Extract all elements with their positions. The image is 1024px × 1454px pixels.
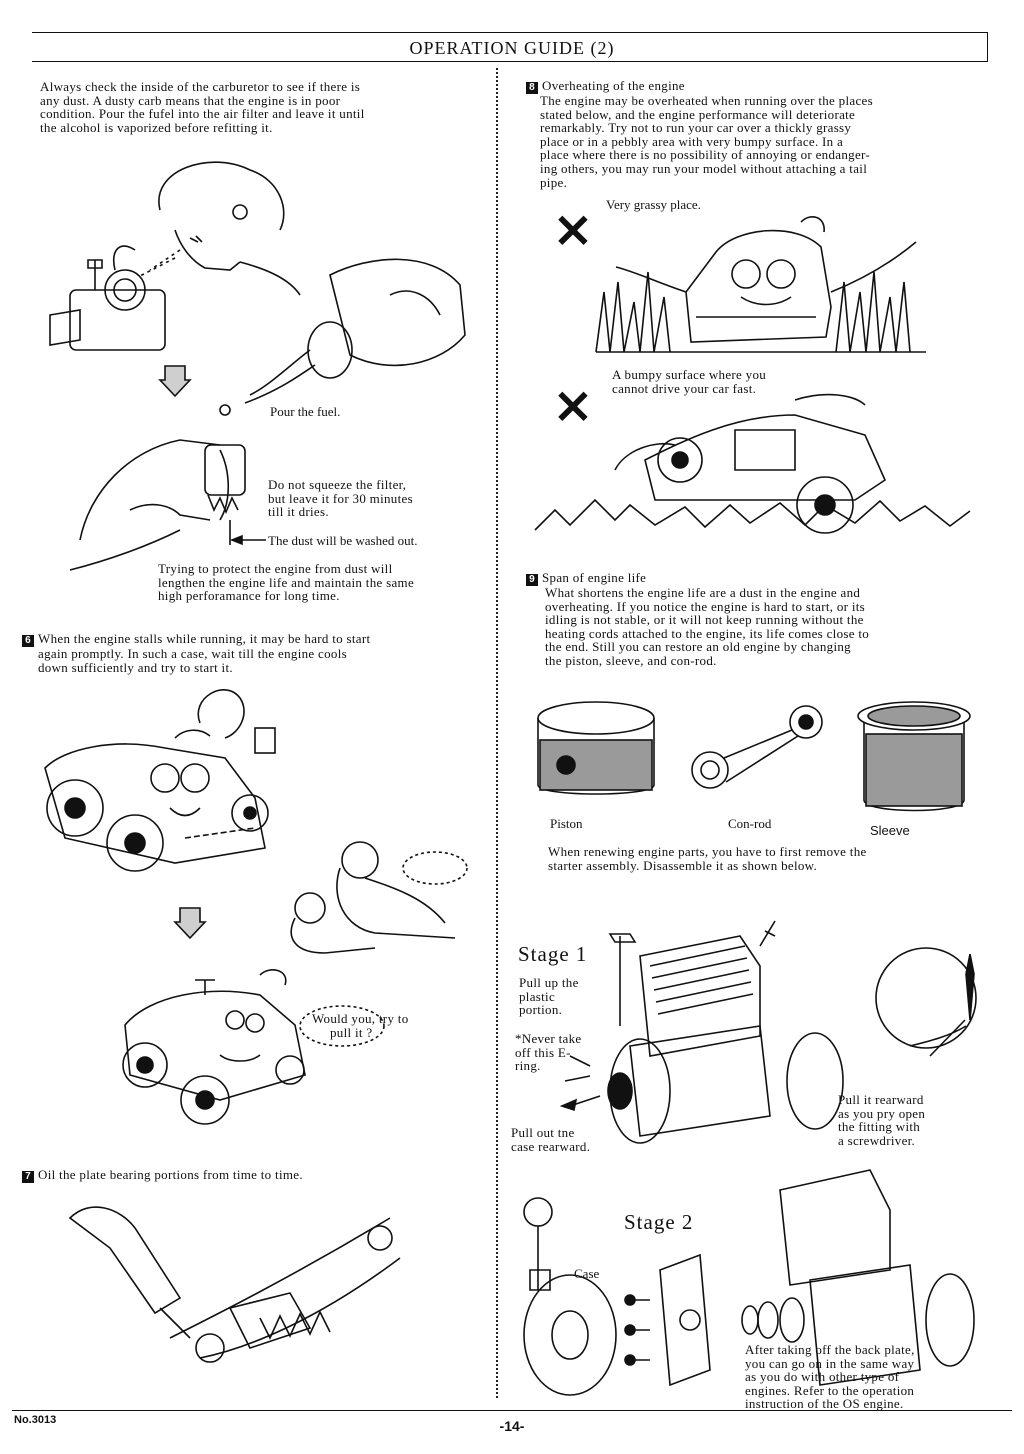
bumpy-line: cannot drive your car fast. bbox=[612, 380, 757, 396]
piston-illustration bbox=[536, 700, 676, 805]
section-7 bbox=[22, 1168, 303, 1183]
after-line: instruction of the OS engine. bbox=[745, 1396, 904, 1412]
section-8-line: place or in a pebbly area with very bumpy surface. In a bbox=[540, 133, 844, 149]
section-9-line: idling is not stable, or it will not keep running without the bbox=[545, 612, 864, 628]
page-title: OPERATION GUIDE (2) bbox=[409, 38, 615, 58]
fuel-bottle-illustration bbox=[270, 255, 470, 415]
never-line: off this E- bbox=[515, 1044, 571, 1060]
grassy-car-illustration bbox=[596, 212, 926, 360]
overheated-car-illustration bbox=[25, 678, 295, 878]
squeeze-line: till it dries. bbox=[268, 504, 329, 520]
never-line: ring. bbox=[515, 1058, 541, 1074]
section-6 bbox=[22, 632, 370, 674]
intro-line: Always check the inside of the carburetor to see if there is bbox=[40, 79, 361, 94]
case-label: Case bbox=[574, 1266, 600, 1281]
pull-up-line: portion. bbox=[519, 1002, 563, 1018]
intro-line: the alcohol is vaporized before refitting it. bbox=[40, 119, 273, 135]
renew-line: starter assembly. Disassemble it as shown below. bbox=[548, 857, 818, 873]
filter-hand-illustration bbox=[70, 430, 270, 580]
bumpy-line: A bumpy surface where you bbox=[612, 367, 767, 382]
section-8-line: stated below, and the engine performance will deteriorate bbox=[540, 106, 856, 122]
protect-line: Trying to protect the engine from dust will bbox=[158, 561, 393, 576]
section-9-line: What shortens the engine life are a dust in the engine and bbox=[545, 585, 861, 600]
stage-1-title: Stage 1 bbox=[518, 942, 588, 966]
renew-line: When renewing engine parts, you have to first remove the bbox=[548, 844, 867, 859]
speech-bubble-text bbox=[312, 1012, 409, 1026]
cross-mark-icon: × bbox=[552, 376, 594, 434]
section-9-line: heating cords attached to the engine, its life comes close to bbox=[545, 625, 870, 641]
conrod-label: Con-rod bbox=[728, 816, 772, 831]
arrow-icon bbox=[232, 540, 272, 550]
squeeze-line: but leave it for 30 minutes bbox=[268, 490, 413, 506]
bubble-line: pull it ? bbox=[330, 1025, 373, 1040]
protect-line: lengthen the engine life and maintain the same bbox=[158, 574, 415, 590]
after-caption bbox=[745, 1343, 915, 1411]
bubble-line: Would you bbox=[312, 1011, 372, 1026]
section-8-line: pipe. bbox=[540, 174, 568, 190]
intro-paragraph bbox=[40, 80, 365, 134]
cross-mark-icon: × bbox=[552, 200, 594, 258]
after-line: engines. Refer to the operation bbox=[745, 1382, 915, 1398]
section-9-line: the piston, sleeve, and con-rod. bbox=[545, 652, 717, 668]
engine-stage-1-illustration bbox=[560, 916, 860, 1152]
section-6-line: down sufficiently and try to start it. bbox=[38, 659, 233, 675]
pull-rearward-caption bbox=[838, 1093, 925, 1147]
bumpy-car-illustration bbox=[535, 400, 985, 545]
fitting-detail-illustration bbox=[870, 946, 990, 1056]
section-6-line: When the engine stalls while running, it may be hard to start bbox=[38, 631, 371, 646]
down-arrow-icon bbox=[160, 366, 190, 396]
rearward-line: the fitting with bbox=[838, 1119, 921, 1135]
sleeve-illustration bbox=[856, 700, 976, 820]
conrod-illustration bbox=[688, 700, 838, 800]
bumpy-caption bbox=[612, 368, 766, 395]
dust-washed-caption: The dust will be washed out. bbox=[268, 533, 418, 548]
section-9-line: the end. Still you can restore an old engine by changing bbox=[545, 639, 851, 655]
down-arrow-icon bbox=[175, 908, 205, 938]
section-number-badge: 7 bbox=[22, 1171, 34, 1183]
rearward-line: Pull it rearward bbox=[838, 1092, 924, 1107]
model-number: No.3013 bbox=[14, 1414, 57, 1426]
section-8-title: Overheating of the engine bbox=[542, 78, 685, 93]
section-6-line: again promptly. In such a case, wait till the engine cools bbox=[38, 646, 347, 661]
pour-fuel-caption: Pour the fuel. bbox=[270, 404, 341, 419]
squeeze-caption bbox=[268, 478, 413, 519]
grassy-caption: Very grassy place. bbox=[606, 197, 701, 212]
section-9 bbox=[526, 571, 869, 668]
section-8-line: place where there is no possibility of annoying or endanger- bbox=[540, 147, 871, 163]
section-number-badge: 8 bbox=[526, 82, 538, 94]
section-8-line: The engine may be overheated when running over the places bbox=[540, 93, 873, 108]
smiling-car-illustration bbox=[110, 965, 320, 1135]
never-line: *Never take bbox=[515, 1031, 582, 1046]
pull-out-line: case rearward. bbox=[511, 1138, 591, 1154]
intro-line: condition. Pour the fufel into the air filter and leave it until bbox=[40, 106, 365, 122]
protect-line: high perforamance for long time. bbox=[158, 588, 340, 604]
pull-up-line: Pull up the bbox=[519, 975, 579, 990]
section-8-line: ing others, you may run your model without attaching a tail bbox=[540, 160, 868, 176]
page-number: -14- bbox=[499, 1418, 525, 1434]
pull-out-line: Pull out tne bbox=[511, 1125, 575, 1140]
rearward-line: a screwdriver. bbox=[838, 1132, 916, 1148]
section-number-badge: 6 bbox=[22, 635, 34, 647]
section-9-title: Span of engine life bbox=[542, 570, 647, 585]
footer-rule bbox=[12, 1410, 1012, 1411]
section-7-text: Oil the plate bearing portions from time to time. bbox=[38, 1167, 303, 1182]
rearward-line: as you pry open bbox=[838, 1105, 926, 1121]
sleeve-label: Sleeve bbox=[870, 823, 910, 838]
protect-caption bbox=[158, 562, 414, 603]
after-line: as you do with other type of bbox=[745, 1369, 900, 1385]
bubble-tail: , try to bbox=[371, 1011, 409, 1026]
column-divider bbox=[496, 68, 498, 1398]
section-number-badge: 9 bbox=[526, 574, 538, 586]
section-8 bbox=[526, 79, 873, 189]
oiling-illustration bbox=[60, 1198, 420, 1398]
piston-label: Piston bbox=[550, 816, 583, 831]
after-line: After taking off the back plate, bbox=[745, 1342, 915, 1357]
intro-line: any dust. A dusty carb means that the engine is in poor bbox=[40, 92, 341, 108]
renew-paragraph bbox=[548, 845, 867, 872]
section-9-line: overheating. If you notice the engine is hard to start, or its bbox=[545, 598, 866, 614]
stage-2-title: Stage 2 bbox=[624, 1210, 694, 1234]
squeeze-line: Do not squeeze the filter, bbox=[268, 477, 407, 492]
after-line: you can go on in the same way bbox=[745, 1355, 915, 1371]
section-8-line: remarkably. Try not to run your car over a thickly grassy bbox=[540, 120, 852, 136]
pull-up-line: plastic bbox=[519, 988, 556, 1004]
boys-resting-illustration bbox=[285, 838, 475, 958]
